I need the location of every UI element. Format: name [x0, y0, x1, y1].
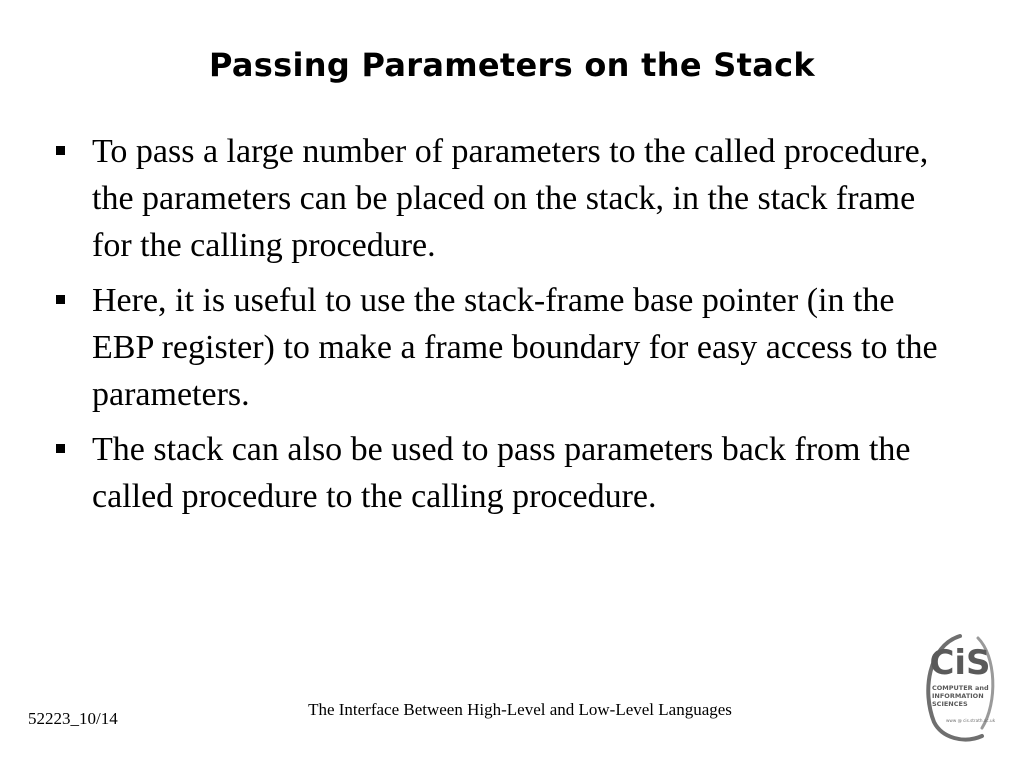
logo-url: www @ cis.strath.ac.uk: [946, 718, 996, 723]
logo-line3: SCIENCES: [932, 700, 968, 708]
bullet-list: [56, 128, 956, 528]
logo-line1: COMPUTER and: [932, 684, 989, 692]
logo-letters: CiS: [929, 643, 991, 683]
square-bullet-icon: [56, 295, 65, 304]
cis-logo-icon: [920, 632, 1000, 744]
footer-course-title: The Interface Between High-Level and Low-Level Languages: [308, 700, 732, 719]
square-bullet-icon: [56, 444, 65, 453]
bullet-item: [56, 277, 956, 418]
slide-number: 52223_10/14: [28, 709, 118, 728]
bullet-text: Here, it is useful to use the stack-frame base pointer (in the EBP register) to make a frame boundary for easy access to the parameters.: [92, 282, 938, 413]
bullet-item: [56, 128, 956, 269]
square-bullet-icon: [56, 146, 65, 155]
logo-line2: INFORMATION: [932, 692, 984, 700]
bullet-text: To pass a large number of parameters to the called procedure, the parameters can be placed on the stack, in the stack frame for the calling procedure.: [92, 133, 929, 264]
bullet-item: [56, 426, 956, 520]
bullet-text: The stack can also be used to pass parameters back from the called procedure to the calling procedure.: [92, 431, 911, 515]
slide-title: Passing Parameters on the Stack: [209, 46, 815, 84]
